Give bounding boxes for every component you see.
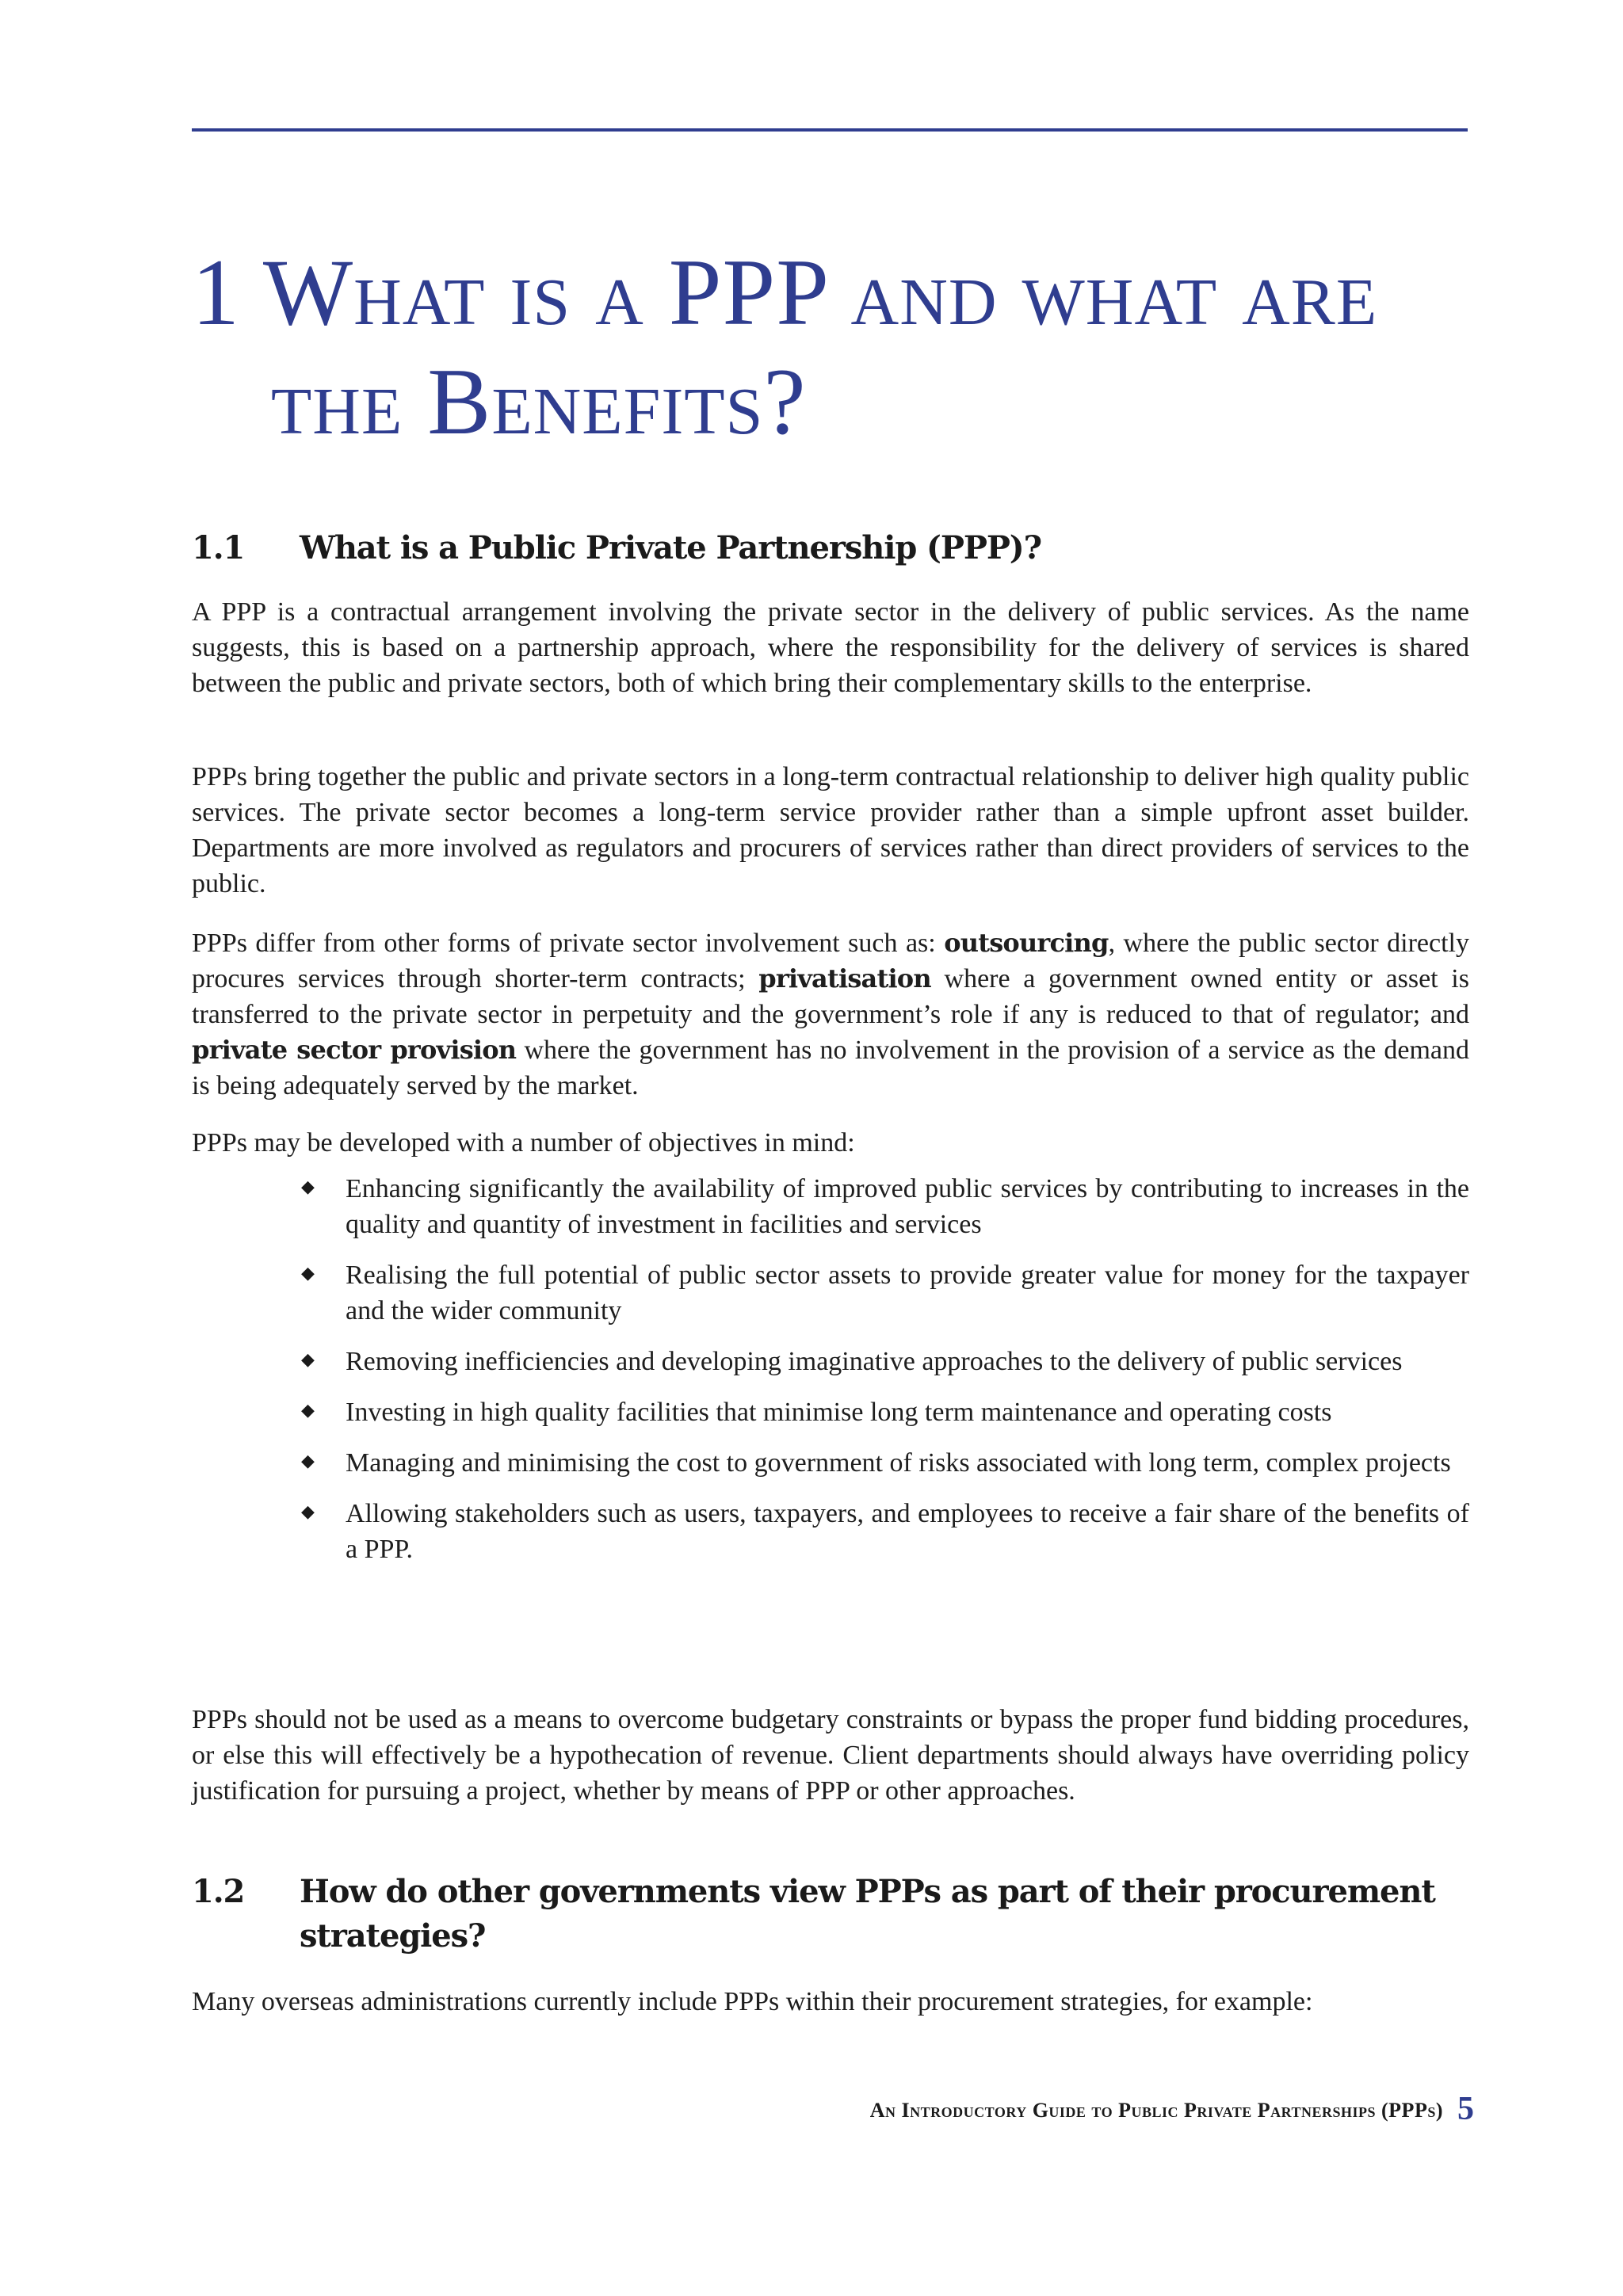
- paragraph: A PPP is a contractual arrangement involving the private sector in the delivery of public services. As the name suggests, this is based on a partnership approach, where the responsibility for the delivery of services is shared between the public and private sectors, both of which bring their complementary skills to the enterprise.: [192, 597, 1469, 698]
- paragraph: PPPs bring together the public and private sectors in a long-term contractual relationship to deliver high quality public services. The private sector becomes a long-term service provider rather than a simple upfront asset builder. Departments are more involved as regulators and procurers of services rather than direct providers of services to the public.: [192, 762, 1469, 898]
- diamond-bullet-icon: ◆: [301, 1501, 315, 1521]
- term-privatisation: privatisation: [758, 963, 931, 994]
- paragraph: PPPs may be developed with a number of objectives in mind:: [192, 1128, 855, 1158]
- paragraph: Many overseas administrations currently include PPPs within their procurement strategies, for example:: [192, 1987, 1313, 2016]
- list-item: [301, 1344, 1469, 1379]
- list-item-text: Allowing stakeholders such as users, taxpayers, and employees to receive a fair share of the benefits of a PPP.: [346, 1499, 1469, 1564]
- text-run: where a government owned entity or asset is transferred to the private sector in perpetuity and the government’s role if any is reduced to that of regulator; and: [192, 964, 1469, 1029]
- section-number: 1.1: [192, 529, 245, 566]
- list-item-text: Enhancing significantly the availability of improved public services by contributing to increases in the quality and quantity of investment in facilities and services: [346, 1174, 1469, 1239]
- list-item: [301, 1171, 1469, 1242]
- diamond-bullet-icon: ◆: [301, 1451, 315, 1470]
- diamond-bullet-icon: ◆: [301, 1177, 315, 1196]
- term-private-sector-provision: private sector provision: [192, 1035, 517, 1065]
- page-footer: [870, 2090, 1474, 2128]
- list-item-text: Managing and minimising the cost to government of risks associated with long term, complex projects: [346, 1448, 1451, 1478]
- chapter-title-line2: the Benefits?: [271, 349, 807, 454]
- objectives-list: [301, 1171, 1469, 1582]
- running-footer-title: An Introductory Guide to Public Private Partnerships (PPPs): [869, 2099, 1443, 2122]
- section-title: How do other governments view PPPs as part of their procurement strategies?: [300, 1873, 1435, 1955]
- list-item: [301, 1496, 1469, 1567]
- text-run: , where the public sector directly procures services through shorter-term contracts;: [192, 929, 1469, 994]
- text-run: where the government has no involvement in the provision of a service as the demand is being adequately served by the market.: [192, 1035, 1469, 1100]
- section-number: 1.2: [192, 1873, 245, 1910]
- chapter-title: [192, 238, 1499, 456]
- diamond-bullet-icon: ◆: [301, 1263, 315, 1283]
- chapter-title-line1: 1 What is a PPP and what are: [192, 239, 1378, 345]
- section-1-2-heading: [192, 1870, 1469, 1958]
- paragraph-with-terms: [192, 925, 1469, 1104]
- list-item: [301, 1445, 1469, 1481]
- page-number: 5: [1457, 2091, 1474, 2127]
- list-item: [301, 1394, 1469, 1430]
- list-item-text: Realising the full potential of public sector assets to provide greater value for money for the taxpayer and the wider community: [346, 1261, 1469, 1325]
- diamond-bullet-icon: ◆: [301, 1349, 315, 1369]
- top-rule: [192, 128, 1468, 132]
- section-1-1-heading: [192, 526, 1469, 570]
- term-outsourcing: outsourcing: [944, 928, 1109, 958]
- list-item-text: Investing in high quality facilities that minimise long term maintenance and operating costs: [346, 1398, 1332, 1427]
- list-item-text: Removing inefficiencies and developing imaginative approaches to the delivery of public services: [346, 1347, 1403, 1376]
- paragraph: PPPs should not be used as a means to overcome budgetary constraints or bypass the proper fund bidding procedures, or else this will effectively be a hypothecation of revenue. Client departments should always have overriding policy justification for pursuing a project, whether by means of PPP or other approaches.: [192, 1705, 1469, 1806]
- section-title: What is a Public Private Partnership (PPP)?: [300, 529, 1041, 566]
- list-item: [301, 1257, 1469, 1329]
- text-run: PPPs differ from other forms of private sector involvement such as:: [192, 929, 945, 958]
- diamond-bullet-icon: ◆: [301, 1400, 315, 1420]
